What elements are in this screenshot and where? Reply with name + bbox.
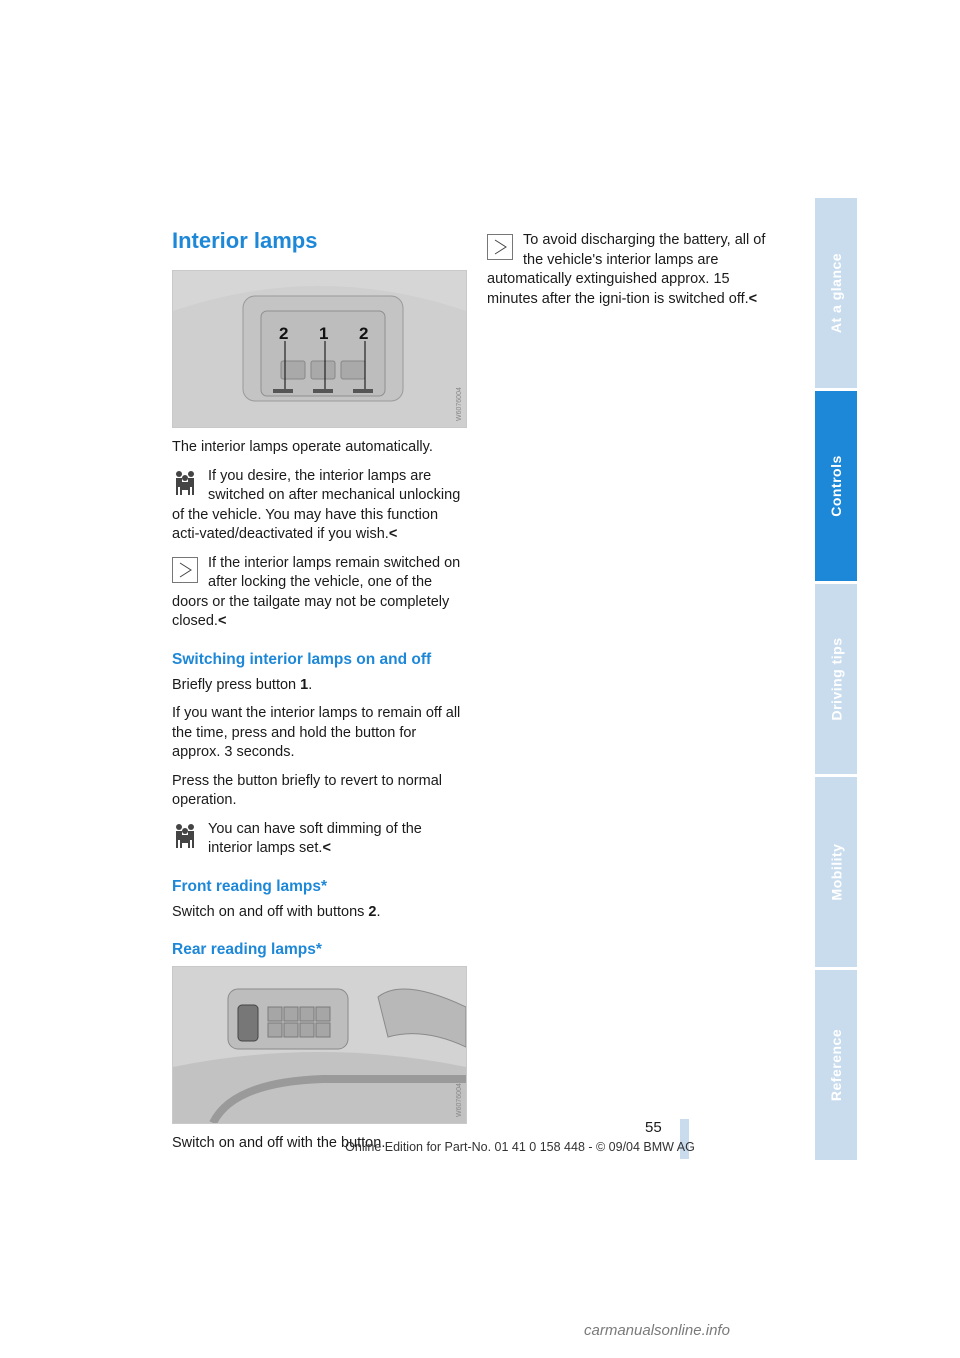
note-text: If the interior lamps remain switched on after locking the vehicle, one of the doors or the tailgate may not be completely closed. — [172, 554, 461, 629]
section-title-switching: Switching interior lamps on and off — [172, 650, 432, 668]
paragraph-front-reading: Switch on and off with buttons 2. — [172, 903, 381, 920]
end-mark: < — [322, 840, 331, 856]
page-number: 55 — [645, 1119, 662, 1136]
paragraph-revert: Press the button briefly to revert to normal operation. — [172, 772, 442, 808]
figure-rear-reading-lamp — [172, 966, 467, 1124]
paragraph-briefly-press: Briefly press button 1. — [172, 676, 313, 693]
section-title-rear-reading: Rear reading lamps* — [172, 941, 322, 958]
tab-reference[interactable]: Reference — [815, 970, 857, 1160]
watermark: carmanualsonline.info — [584, 1322, 730, 1339]
note-personal-profile-1 — [172, 467, 466, 545]
figure-code: W6076004 — [456, 1083, 463, 1117]
persons-icon — [172, 469, 198, 497]
page-title: Interior lamps — [172, 228, 318, 253]
figure-code: W6076004 — [456, 387, 463, 421]
note-text: You can have soft dimming of the interior lamps set. — [208, 820, 422, 856]
chapter-tabs — [815, 198, 857, 1163]
note-text: If you desire, the interior lamps are switched on after mechanical unlocking of the vehicle. You may have this function acti-vated/deactivated if you wish. — [172, 467, 461, 542]
end-mark: < — [388, 526, 398, 542]
end-mark: < — [217, 613, 227, 629]
section-title-front-reading: Front reading lamps* — [172, 877, 328, 895]
paragraph-rear-reading: Switch on and off with the button. — [172, 1135, 386, 1151]
figure-label-center: 1 — [319, 324, 329, 343]
note-battery — [487, 231, 781, 309]
footer: Online Edition for Part-No. 01 41 0 158 448 - © 09/04 BMW AG — [345, 1140, 695, 1154]
note-warning-1 — [172, 554, 466, 632]
left-column — [172, 226, 466, 1163]
persons-icon — [172, 822, 198, 850]
note-text: To avoid discharging the battery, all of the vehicle's interior lamps are automatically extinguished approx. 15 minutes after the igni-tion is switched off. — [487, 232, 766, 307]
figure-label-right: 2 — [359, 324, 369, 343]
tab-mobility[interactable]: Mobility — [815, 777, 857, 967]
note-personal-profile-2 — [172, 820, 466, 859]
tab-driving-tips[interactable]: Driving tips — [815, 584, 857, 774]
triangle-note-icon — [172, 556, 198, 584]
tab-controls[interactable]: Controls — [815, 391, 857, 581]
figure-label-left: 2 — [279, 324, 289, 343]
end-mark: < — [748, 290, 758, 307]
rear-reading-lamp-illustration — [173, 967, 466, 1123]
intro-text: The interior lamps operate automatically. — [172, 439, 433, 455]
figure-overhead-console — [172, 270, 467, 428]
paragraph-remain-off: If you want the interior lamps to remain off all the time, press and hold the button for approx. 3 seconds. — [172, 705, 461, 760]
overhead-console-illustration — [173, 271, 466, 427]
tab-at-a-glance[interactable]: At a glance — [815, 198, 857, 388]
triangle-note-icon — [487, 233, 513, 261]
right-column — [487, 231, 781, 318]
